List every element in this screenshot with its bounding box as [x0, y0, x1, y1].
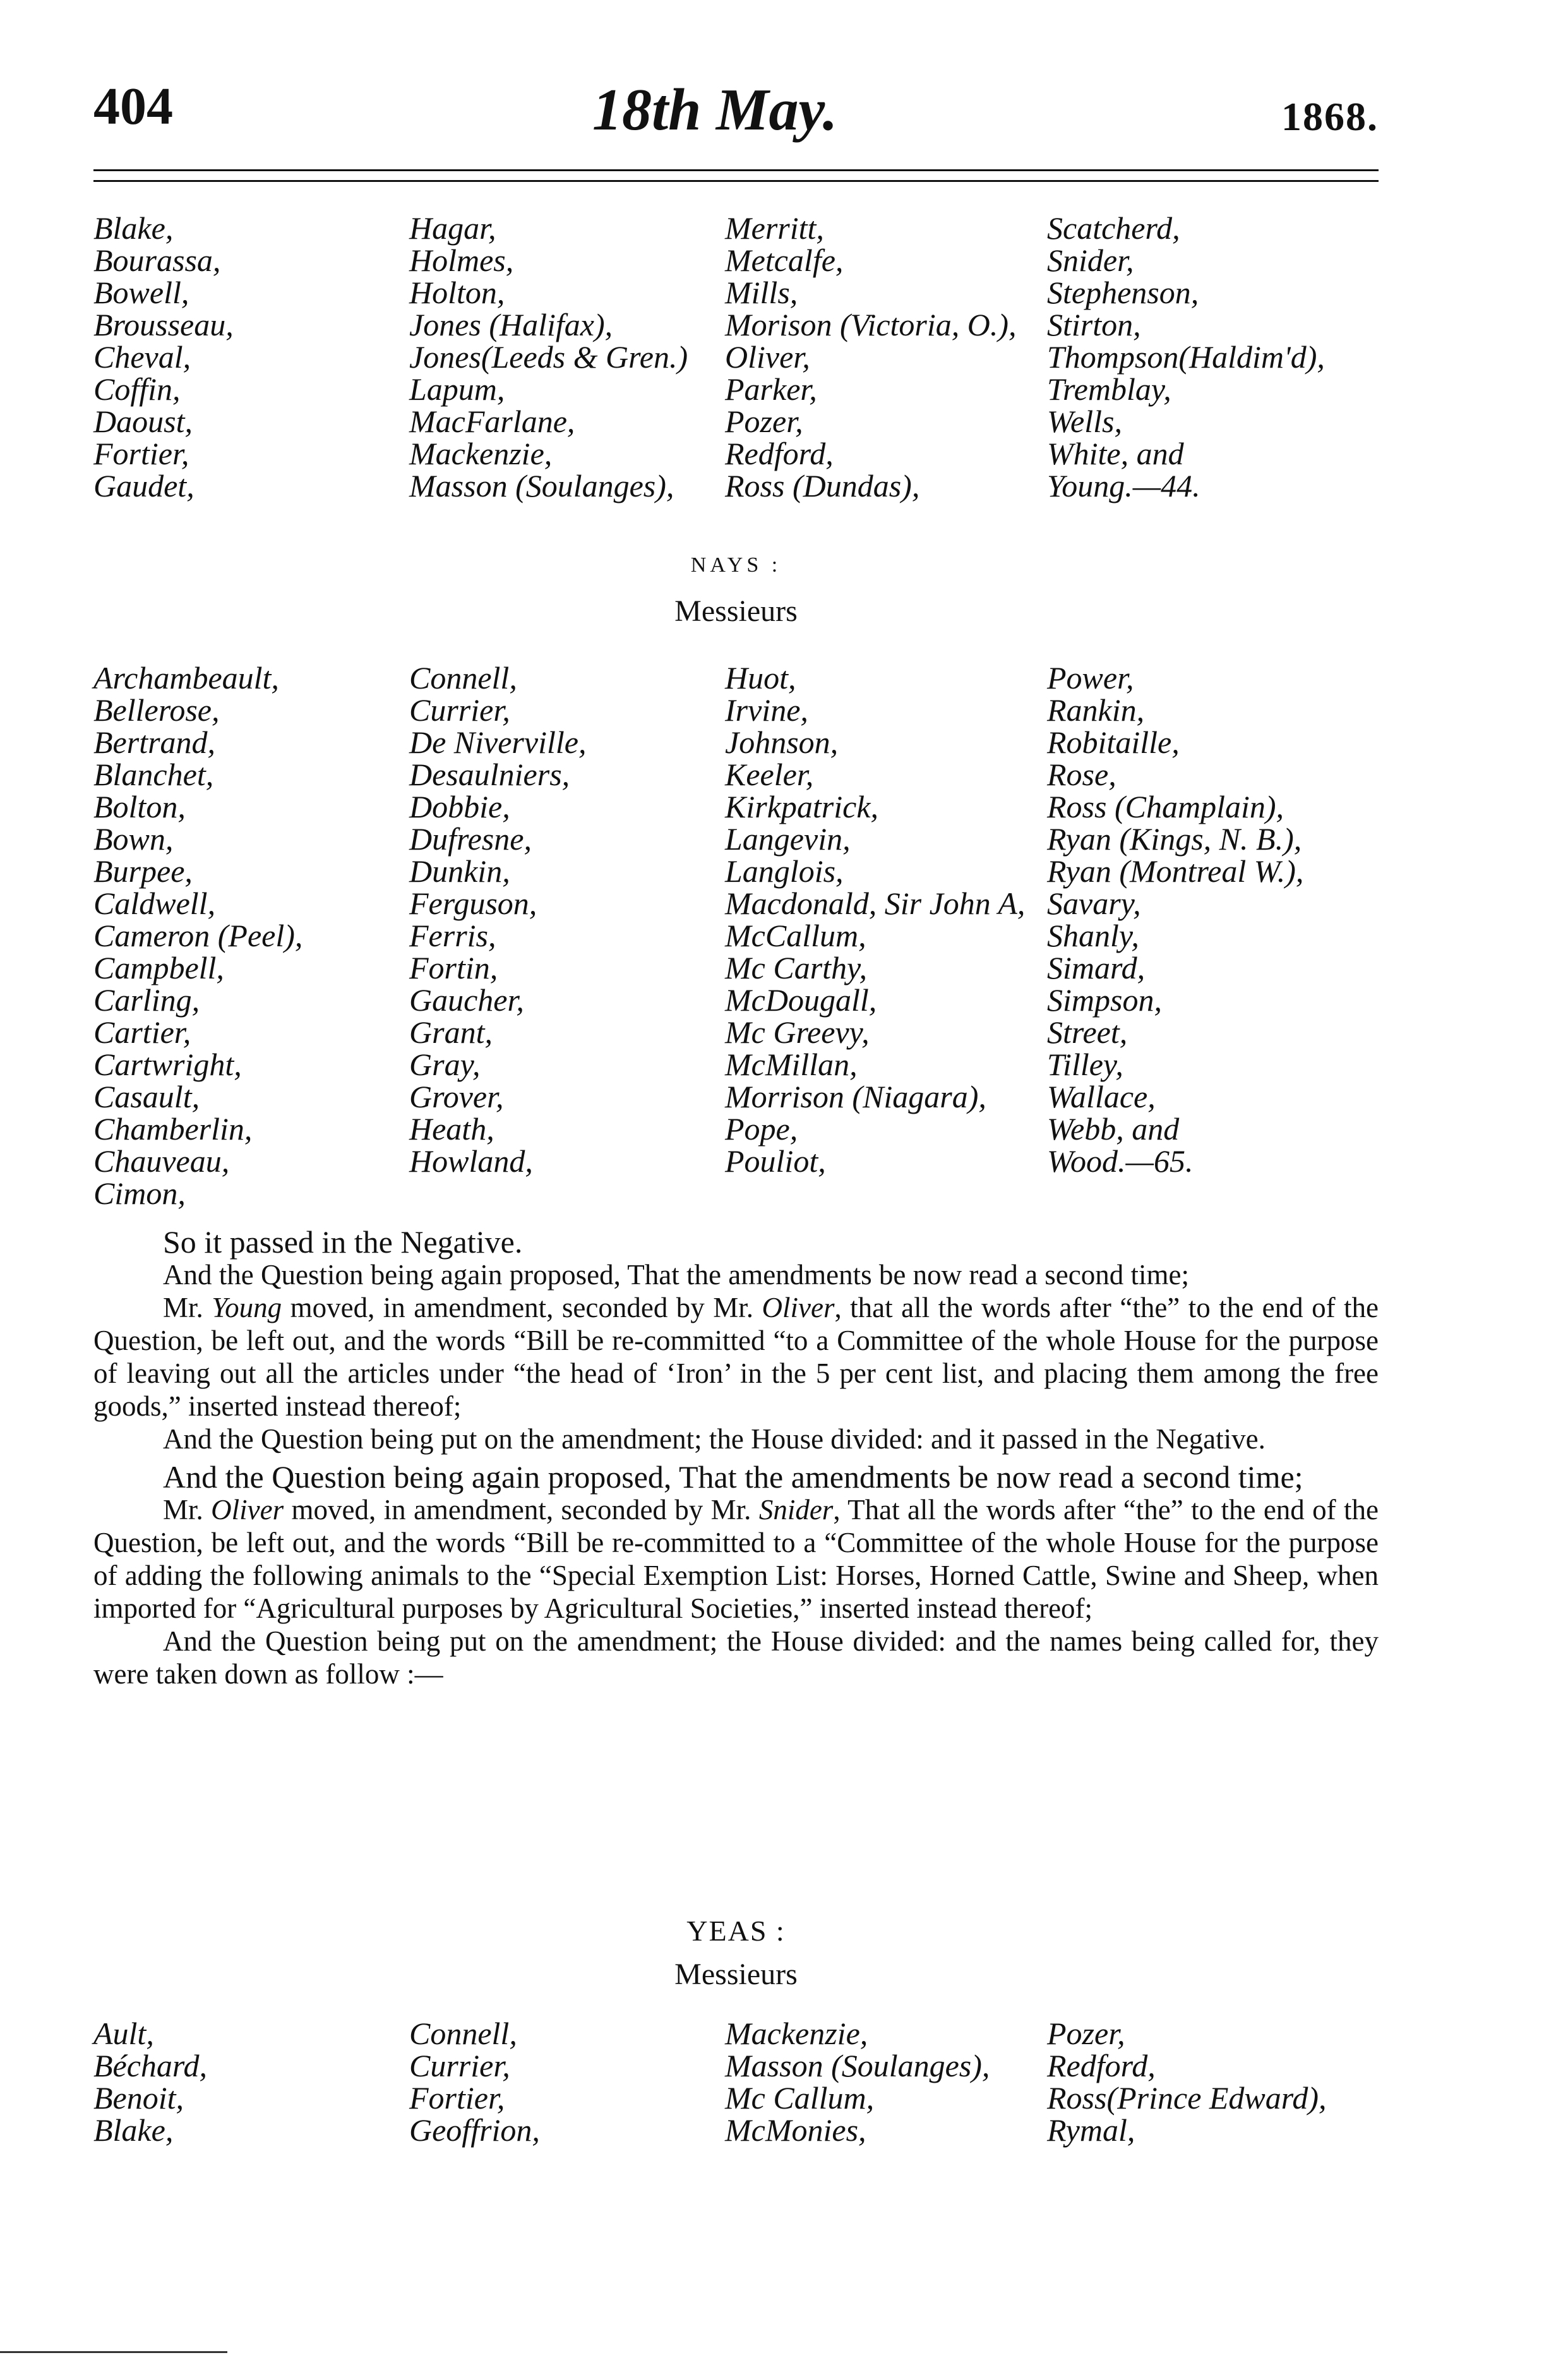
member-name: Savary,: [1047, 886, 1141, 921]
member-name: White, and: [1047, 436, 1184, 471]
member-name: Ross(Prince Edward),: [1047, 2080, 1327, 2116]
member-name: Bourassa,: [93, 243, 221, 278]
member-name: Tilley,: [1047, 1047, 1123, 1082]
name-column: [93, 2018, 409, 2146]
member-name: McDougall,: [725, 982, 877, 1018]
member-name: Kirkpatrick,: [725, 789, 879, 824]
member-name: MacFarlane,: [409, 404, 575, 439]
bottom-rule: [0, 2351, 227, 2353]
text-run: , that all the words after “the” to the end of the Question, be left out, and the words “Bill be re-committed “to a Committee of the whole House for the purpose of leaving out all the articles under “the head of ‘Iron’ in the 5 per cent list, and placing them among the free goods,” inserted instead thereof;: [93, 1292, 1379, 1422]
member-name: Dufresne,: [409, 821, 532, 857]
name-column: [1047, 662, 1379, 1210]
member-name: Fortin,: [409, 950, 498, 985]
text-run: moved, in amendment, seconded by Mr.: [284, 1494, 759, 1526]
page-year: 1868.: [1281, 94, 1379, 139]
member-name: Carling,: [93, 982, 200, 1018]
member-name: Rose,: [1047, 757, 1116, 792]
member-name: Snider,: [1047, 243, 1134, 278]
member-name: Simard,: [1047, 950, 1146, 985]
member-name: Currier,: [409, 692, 510, 728]
member-name: Gray,: [409, 1047, 481, 1082]
member-name: Mc Carthy,: [725, 950, 867, 985]
member-name: Pozer,: [1047, 2016, 1125, 2051]
member-name: Simpson,: [1047, 982, 1162, 1018]
member-name: McMonies,: [725, 2112, 866, 2148]
member-name: Mackenzie,: [409, 436, 553, 471]
member-name: Béchard,: [93, 2048, 208, 2083]
nays-heading: NAYS :: [690, 553, 782, 577]
member-name: Howland,: [409, 1143, 533, 1179]
member-name: McMillan,: [725, 1047, 858, 1082]
member-name: Holton,: [409, 275, 505, 310]
name-column: [725, 212, 1047, 502]
member-name: Young.—44.: [1047, 468, 1200, 503]
member-name: Grover,: [409, 1079, 504, 1114]
member-name: Coffin,: [93, 371, 181, 407]
member-name: Redford,: [1047, 2048, 1156, 2083]
paragraph-question-proposed: And the Question being again proposed, That the amendments be now read a second time;: [163, 1259, 1189, 1291]
member-name: Cameron (Peel),: [93, 918, 303, 953]
member-name: Irvine,: [725, 692, 808, 728]
paragraph-negative: So it passed in the Negative.: [163, 1224, 523, 1260]
member-name: Blake,: [93, 2112, 174, 2148]
nays-subheading: Messieurs: [674, 594, 798, 628]
name-column: [725, 2018, 1047, 2146]
member-name: Archambeault,: [93, 660, 279, 695]
member-name: Pouliot,: [725, 1143, 826, 1179]
member-name: Dunkin,: [409, 853, 510, 889]
paragraph-oliver-amendment: [93, 1493, 1379, 1625]
member-name: Fortier,: [93, 436, 189, 471]
member-name: Mc Callum,: [725, 2080, 875, 2116]
member-name: Casault,: [93, 1079, 200, 1114]
paragraph-question-proposed-again: And the Question being again proposed, That the amendments be now read a second time;: [163, 1459, 1303, 1495]
member-name: Ferguson,: [409, 886, 537, 921]
member-name: Young: [212, 1292, 282, 1323]
member-name: Chauveau,: [93, 1143, 230, 1179]
member-name: Geoffrion,: [409, 2112, 540, 2148]
member-name: Masson (Soulanges),: [409, 468, 674, 503]
member-name: Fortier,: [409, 2080, 505, 2116]
member-name: Cimon,: [93, 1176, 186, 1211]
member-name: Power,: [1047, 660, 1134, 695]
member-name: Rymal,: [1047, 2112, 1135, 2148]
member-name: Bertrand,: [93, 725, 216, 760]
member-name: Heath,: [409, 1111, 494, 1147]
member-name: Cartwright,: [93, 1047, 242, 1082]
member-name: De Niverville,: [409, 725, 587, 760]
member-name: Redford,: [725, 436, 834, 471]
member-name: Ross (Dundas),: [725, 468, 920, 503]
member-name: Wood.—65.: [1047, 1143, 1194, 1179]
member-name: Morison (Victoria, O.),: [725, 307, 1017, 342]
yeas-heading: YEAS :: [686, 1915, 786, 1947]
member-name: Jones (Halifax),: [409, 307, 613, 342]
member-name: Chamberlin,: [93, 1111, 253, 1147]
member-name: Ryan (Kings, N. B.),: [1047, 821, 1302, 857]
member-name: Mills,: [725, 275, 798, 310]
member-name: Langlois,: [725, 853, 844, 889]
member-name: Metcalfe,: [725, 243, 844, 278]
member-name: Ross (Champlain),: [1047, 789, 1284, 824]
member-name: Mackenzie,: [725, 2016, 868, 2051]
member-name: Stirton,: [1047, 307, 1141, 342]
paragraph-division-negative: And the Question being put on the amendment; the House divided: and it passed in the Negative.: [163, 1423, 1266, 1455]
header-rule: [93, 169, 1379, 182]
member-name: Webb, and: [1047, 1111, 1180, 1147]
member-name: Rankin,: [1047, 692, 1145, 728]
member-name: Gaucher,: [409, 982, 524, 1018]
page-date: 18th May.: [592, 77, 838, 143]
member-name: Parker,: [725, 371, 817, 407]
member-name: Blake,: [93, 210, 174, 246]
name-column: [409, 662, 725, 1210]
member-name: Cheval,: [93, 339, 191, 375]
member-name: Tremblay,: [1047, 371, 1171, 407]
member-name: Ryan (Montreal W.),: [1047, 853, 1304, 889]
member-name: Ault,: [93, 2016, 154, 2051]
member-name: Currier,: [409, 2048, 510, 2083]
name-column: [409, 2018, 725, 2146]
member-name: Street,: [1047, 1014, 1128, 1050]
member-name: Stephenson,: [1047, 275, 1199, 310]
member-name: Oliver,: [725, 339, 810, 375]
member-name: Mc Greevy,: [725, 1014, 870, 1050]
member-name: Langevin,: [725, 821, 851, 857]
member-name: Dobbie,: [409, 789, 510, 824]
member-name: Masson (Soulanges),: [725, 2048, 990, 2083]
member-name: Merritt,: [725, 210, 824, 246]
member-name: Shanly,: [1047, 918, 1139, 953]
name-column: [1047, 2018, 1379, 2146]
yeas-first-grid: [93, 212, 1379, 502]
member-name: Pozer,: [725, 404, 803, 439]
paragraph-names-called: And the Question being put on the amendment; the House divided: and the names being called for, they were taken down as follow :—: [93, 1625, 1379, 1690]
member-name: Bowell,: [93, 275, 189, 310]
member-name: Oliver: [762, 1292, 835, 1323]
proceedings-text: [93, 1220, 1379, 1690]
yeas-list: [93, 2018, 1379, 2146]
member-name: Wells,: [1047, 404, 1122, 439]
member-name: Hagar,: [409, 210, 496, 246]
member-name: Caldwell,: [93, 886, 216, 921]
yeas-list-continued: [93, 212, 1379, 502]
member-name: Connell,: [409, 660, 517, 695]
member-name: Thompson(Haldim'd),: [1047, 339, 1325, 375]
member-name: McCallum,: [725, 918, 866, 953]
name-column: [409, 212, 725, 502]
member-name: Brousseau,: [93, 307, 234, 342]
member-name: Gaudet,: [93, 468, 195, 503]
member-name: Keeler,: [725, 757, 814, 792]
yeas-subheading: Messieurs: [674, 1958, 798, 1991]
member-name: Bellerose,: [93, 692, 220, 728]
member-name: Cartier,: [93, 1014, 191, 1050]
member-name: Macdonald, Sir John A,: [725, 886, 1026, 921]
member-name: Scatcherd,: [1047, 210, 1180, 246]
nays-grid: [93, 662, 1379, 1210]
nays-list: [93, 662, 1379, 1210]
member-name: Jones(Leeds & Gren.): [409, 339, 688, 375]
member-name: Wallace,: [1047, 1079, 1156, 1114]
member-name: Bolton,: [93, 789, 186, 824]
member-name: Desaulniers,: [409, 757, 570, 792]
member-name: Connell,: [409, 2016, 517, 2051]
member-name: Benoit,: [93, 2080, 184, 2116]
member-name: Huot,: [725, 660, 796, 695]
member-name: Morrison (Niagara),: [725, 1079, 986, 1114]
name-column: [93, 662, 409, 1210]
member-name: Bown,: [93, 821, 174, 857]
member-name: Johnson,: [725, 725, 839, 760]
page-header: [93, 76, 1379, 158]
member-name: Grant,: [409, 1014, 493, 1050]
member-name: Campbell,: [93, 950, 224, 985]
text-run: moved, in amendment, seconded by Mr.: [282, 1292, 762, 1323]
text-run: Mr.: [163, 1292, 212, 1323]
page-number: 404: [93, 77, 173, 136]
member-name: Snider: [758, 1494, 834, 1526]
member-name: Holmes,: [409, 243, 514, 278]
member-name: Blanchet,: [93, 757, 214, 792]
member-name: Pope,: [725, 1111, 798, 1147]
paragraph-young-amendment: [93, 1291, 1379, 1423]
member-name: Ferris,: [409, 918, 496, 953]
yeas-second-grid: [93, 2018, 1379, 2146]
name-column: [93, 212, 409, 502]
member-name: Lapum,: [409, 371, 505, 407]
member-name: Daoust,: [93, 404, 193, 439]
member-name: Robitaille,: [1047, 725, 1180, 760]
name-column: [1047, 212, 1379, 502]
member-name: Burpee,: [93, 853, 193, 889]
text-run: Mr.: [163, 1494, 212, 1526]
text-run: , That all the words after “the” to the end of the Question, be left out, and the words “Bill be re-committed to a “Committee of the whole House for the purpose of adding the following animals to the “Special Exemption List: Horses, Horned Cattle, Swine and Sheep, when imported for “Agricultural purposes by Agricultural Societies,” inserted instead thereof;: [93, 1494, 1379, 1624]
name-column: [725, 662, 1047, 1210]
member-name: Oliver: [211, 1494, 284, 1526]
